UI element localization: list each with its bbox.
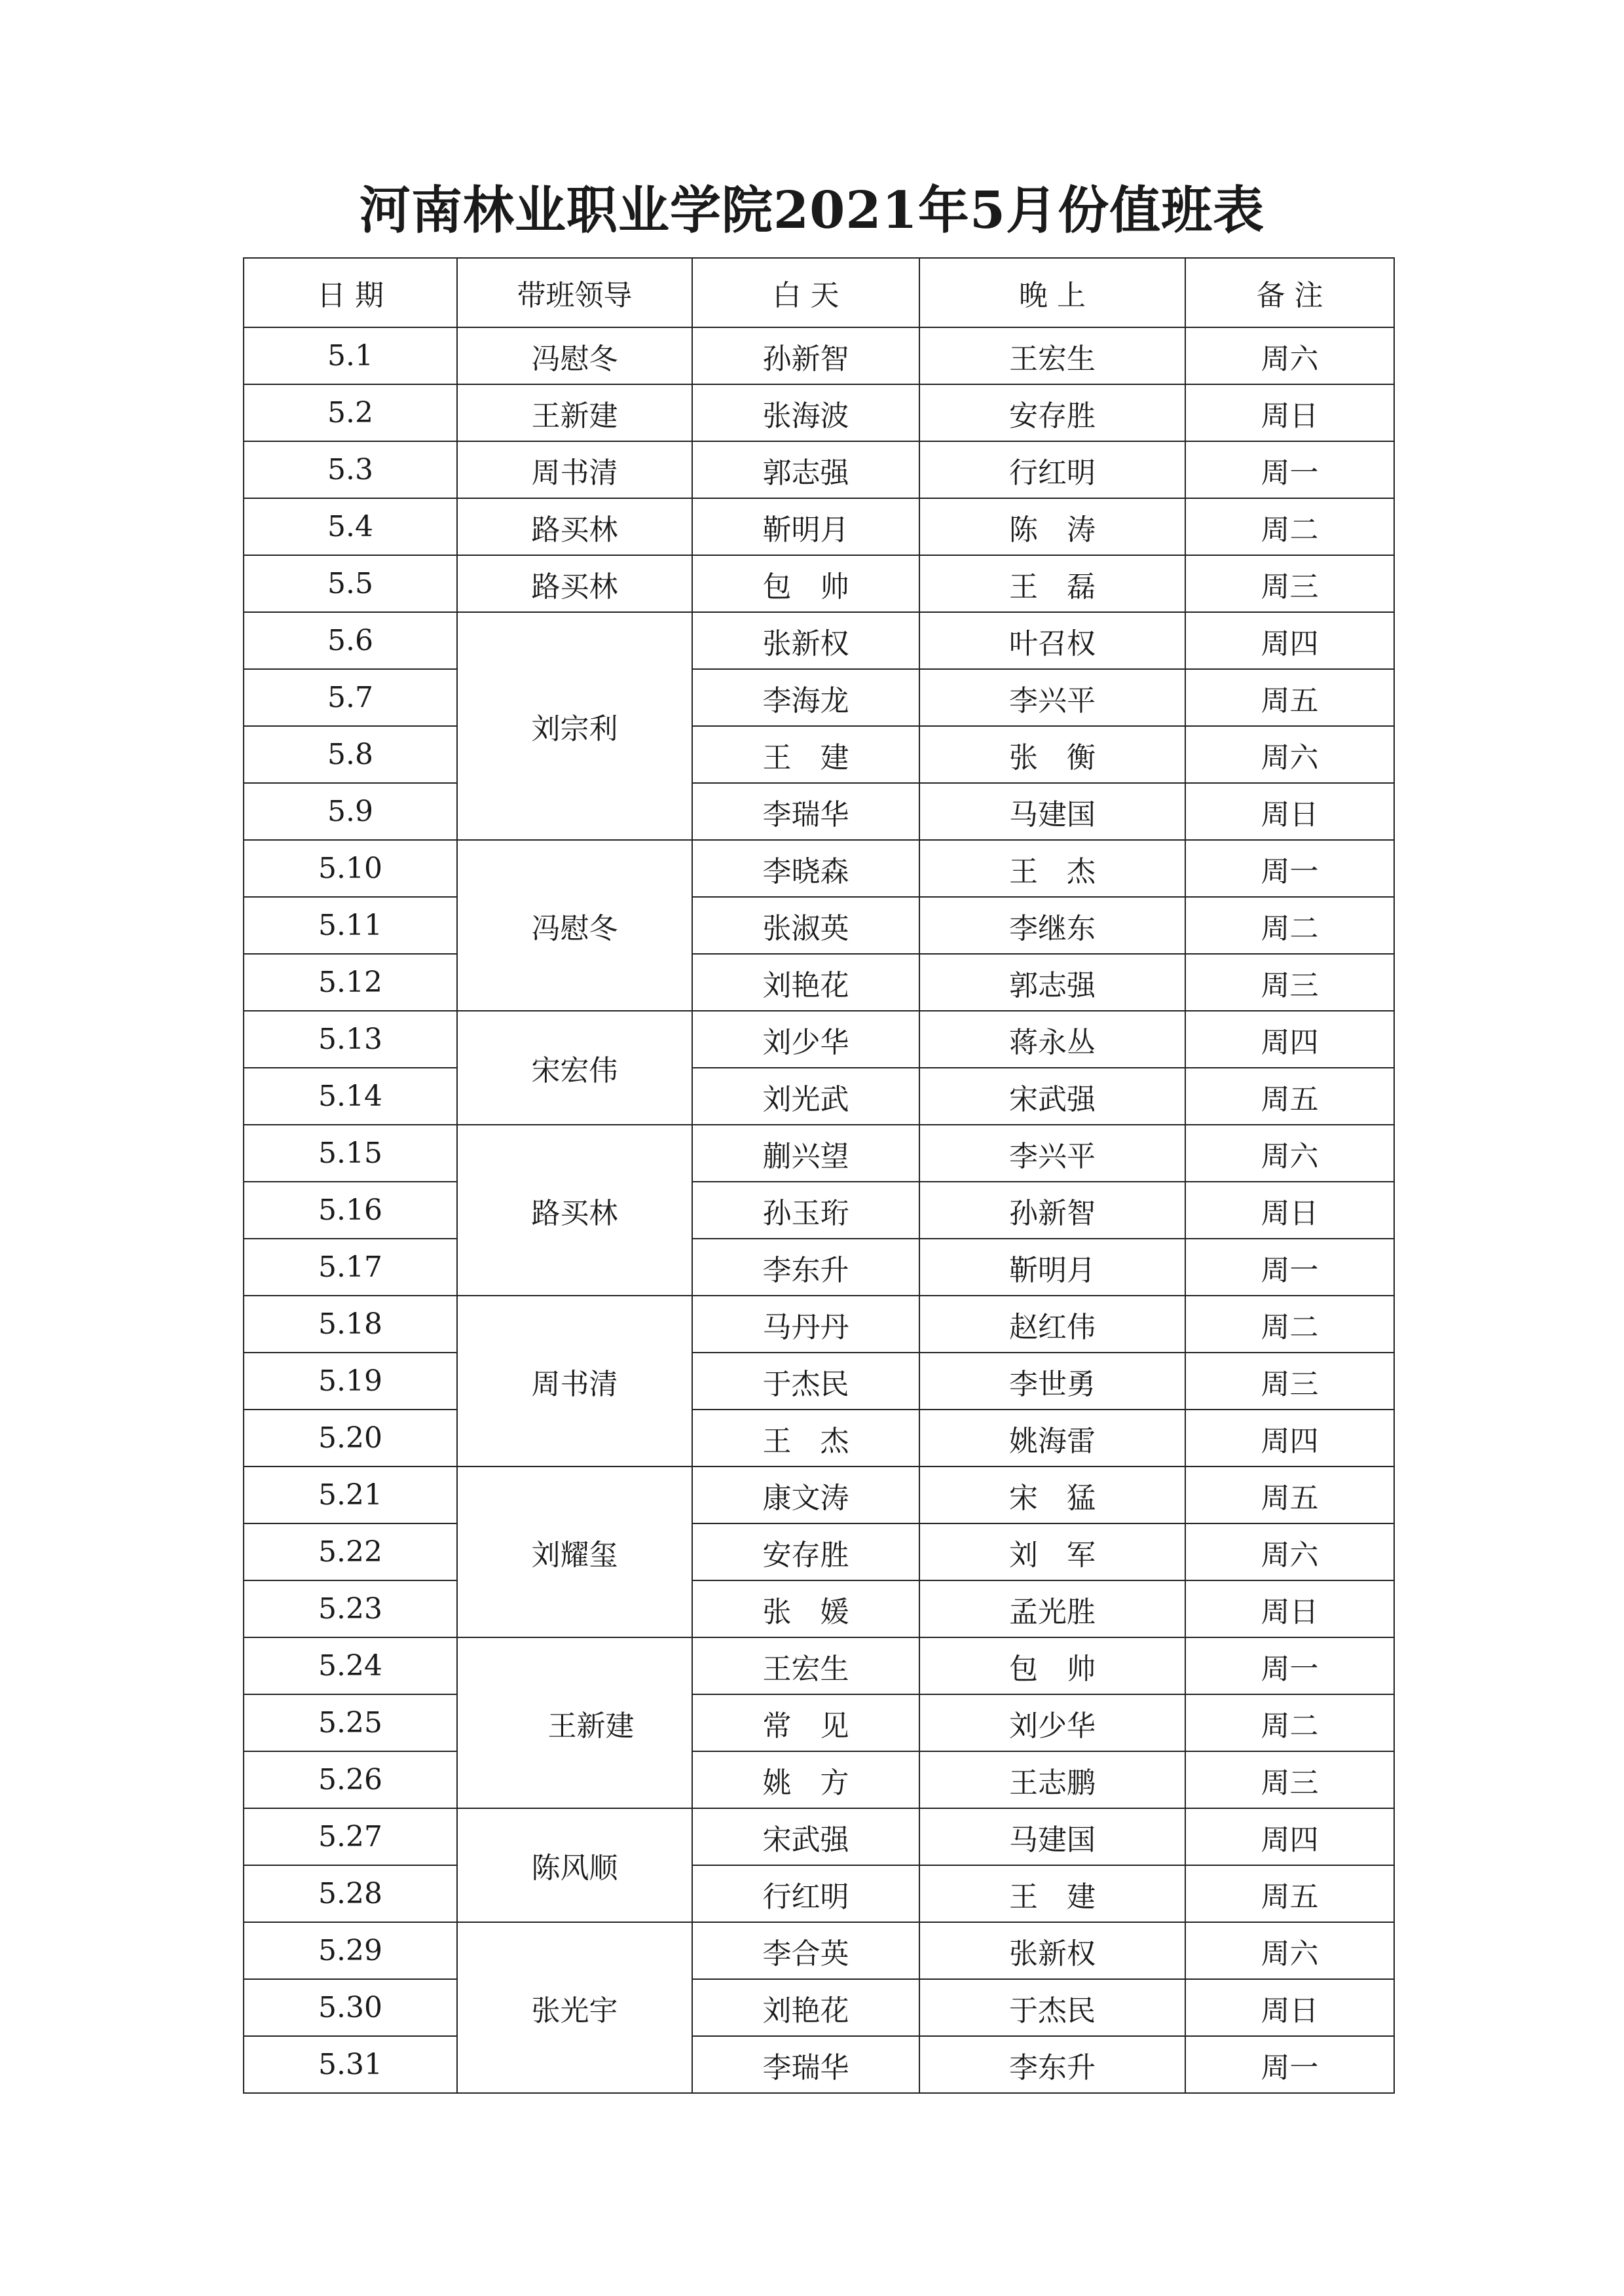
day-shift-cell: 李海龙 bbox=[692, 669, 919, 726]
note-cell: 周六 bbox=[1185, 1125, 1394, 1182]
note-cell: 周六 bbox=[1185, 1523, 1394, 1580]
date-cell: 5.2 bbox=[244, 384, 457, 441]
night-shift-cell: 包 帅 bbox=[919, 1637, 1185, 1694]
note-cell: 周六 bbox=[1185, 1922, 1394, 1979]
note-cell: 周日 bbox=[1185, 783, 1394, 840]
night-shift-cell: 宋武强 bbox=[919, 1068, 1185, 1125]
table-row bbox=[244, 1637, 1394, 1694]
day-shift-cell: 刘艳花 bbox=[692, 1979, 919, 2036]
note-cell: 周四 bbox=[1185, 1410, 1394, 1467]
leader-cell: 宋宏伟 bbox=[457, 1011, 692, 1125]
day-shift-cell: 刘光武 bbox=[692, 1068, 919, 1125]
table-row bbox=[244, 441, 1394, 498]
night-shift-cell: 宋 猛 bbox=[919, 1467, 1185, 1523]
night-shift-cell: 王 磊 bbox=[919, 555, 1185, 612]
day-shift-cell: 康文涛 bbox=[692, 1467, 919, 1523]
table-row bbox=[244, 1011, 1394, 1068]
leader-cell: 冯慰冬 bbox=[457, 327, 692, 384]
night-shift-cell: 蒋永丛 bbox=[919, 1011, 1185, 1068]
night-shift-cell: 李世勇 bbox=[919, 1353, 1185, 1410]
leader-cell: 周书清 bbox=[457, 1296, 692, 1467]
note-cell: 周二 bbox=[1185, 897, 1394, 954]
night-shift-cell: 赵红伟 bbox=[919, 1296, 1185, 1353]
day-shift-cell: 常 见 bbox=[692, 1694, 919, 1751]
note-cell: 周三 bbox=[1185, 1751, 1394, 1808]
date-cell: 5.5 bbox=[244, 555, 457, 612]
note-cell: 周四 bbox=[1185, 612, 1394, 669]
date-cell: 5.21 bbox=[244, 1467, 457, 1523]
date-cell: 5.27 bbox=[244, 1808, 457, 1865]
leader-cell: 路买林 bbox=[457, 1125, 692, 1296]
night-shift-cell: 李兴平 bbox=[919, 1125, 1185, 1182]
night-shift-cell: 孟光胜 bbox=[919, 1580, 1185, 1637]
table-row bbox=[244, 1410, 1394, 1467]
date-cell: 5.18 bbox=[244, 1296, 457, 1353]
night-shift-cell: 李东升 bbox=[919, 2036, 1185, 2093]
date-cell: 5.22 bbox=[244, 1523, 457, 1580]
table-row bbox=[244, 1296, 1394, 1353]
day-shift-cell: 刘少华 bbox=[692, 1011, 919, 1068]
night-shift-cell: 张新权 bbox=[919, 1922, 1185, 1979]
day-shift-cell: 李东升 bbox=[692, 1239, 919, 1296]
table-row bbox=[244, 1808, 1394, 1865]
note-cell: 周三 bbox=[1185, 1353, 1394, 1410]
day-shift-cell: 李瑞华 bbox=[692, 2036, 919, 2093]
table-row bbox=[244, 2036, 1394, 2093]
date-cell: 5.14 bbox=[244, 1068, 457, 1125]
table-row bbox=[244, 1523, 1394, 1580]
date-cell: 5.25 bbox=[244, 1694, 457, 1751]
note-cell: 周三 bbox=[1185, 555, 1394, 612]
note-cell: 周六 bbox=[1185, 327, 1394, 384]
table-row bbox=[244, 1922, 1394, 1979]
table-row bbox=[244, 897, 1394, 954]
day-shift-cell: 靳明月 bbox=[692, 498, 919, 555]
table-row bbox=[244, 1865, 1394, 1922]
date-cell: 5.28 bbox=[244, 1865, 457, 1922]
date-cell: 5.31 bbox=[244, 2036, 457, 2093]
header-leader: 带班领导 bbox=[457, 258, 692, 327]
leader-cell: 张光宇 bbox=[457, 1922, 692, 2093]
table-row bbox=[244, 726, 1394, 783]
schedule-body bbox=[244, 327, 1394, 2093]
date-cell: 5.15 bbox=[244, 1125, 457, 1182]
table-row bbox=[244, 1580, 1394, 1637]
table-row bbox=[244, 612, 1394, 669]
date-cell: 5.11 bbox=[244, 897, 457, 954]
note-cell: 周六 bbox=[1185, 726, 1394, 783]
date-cell: 5.10 bbox=[244, 840, 457, 897]
table-row bbox=[244, 783, 1394, 840]
day-shift-cell: 马丹丹 bbox=[692, 1296, 919, 1353]
date-cell: 5.24 bbox=[244, 1637, 457, 1694]
page-title: 河南林业职业学院2021年5月份值班表 bbox=[359, 181, 1265, 240]
night-shift-cell: 孙新智 bbox=[919, 1182, 1185, 1239]
note-cell: 周一 bbox=[1185, 441, 1394, 498]
note-cell: 周一 bbox=[1185, 1239, 1394, 1296]
day-shift-cell: 张新权 bbox=[692, 612, 919, 669]
night-shift-cell: 张 衡 bbox=[919, 726, 1185, 783]
day-shift-cell: 孙玉珩 bbox=[692, 1182, 919, 1239]
night-shift-cell: 郭志强 bbox=[919, 954, 1185, 1011]
table-row bbox=[244, 954, 1394, 1011]
leader-cell: 王新建 bbox=[457, 1637, 692, 1808]
note-cell: 周日 bbox=[1185, 1580, 1394, 1637]
night-shift-cell: 王 杰 bbox=[919, 840, 1185, 897]
day-shift-cell: 刘艳花 bbox=[692, 954, 919, 1011]
day-shift-cell: 安存胜 bbox=[692, 1523, 919, 1580]
date-cell: 5.26 bbox=[244, 1751, 457, 1808]
day-shift-cell: 王 建 bbox=[692, 726, 919, 783]
note-cell: 周四 bbox=[1185, 1808, 1394, 1865]
night-shift-cell: 姚海雷 bbox=[919, 1410, 1185, 1467]
note-cell: 周二 bbox=[1185, 1296, 1394, 1353]
header-date: 日 期 bbox=[244, 258, 457, 327]
table-row bbox=[244, 555, 1394, 612]
day-shift-cell: 张 媛 bbox=[692, 1580, 919, 1637]
day-shift-cell: 李合英 bbox=[692, 1922, 919, 1979]
night-shift-cell: 王宏生 bbox=[919, 327, 1185, 384]
table-row bbox=[244, 669, 1394, 726]
leader-cell: 路买林 bbox=[457, 555, 692, 612]
date-cell: 5.13 bbox=[244, 1011, 457, 1068]
table-row bbox=[244, 1239, 1394, 1296]
day-shift-cell: 李瑞华 bbox=[692, 783, 919, 840]
date-cell: 5.30 bbox=[244, 1979, 457, 2036]
table-row bbox=[244, 1068, 1394, 1125]
night-shift-cell: 王 建 bbox=[919, 1865, 1185, 1922]
leader-cell: 路买林 bbox=[457, 498, 692, 555]
date-cell: 5.9 bbox=[244, 783, 457, 840]
night-shift-cell: 马建国 bbox=[919, 783, 1185, 840]
table-header-row bbox=[244, 258, 1394, 327]
night-shift-cell: 李继东 bbox=[919, 897, 1185, 954]
night-shift-cell: 行红明 bbox=[919, 441, 1185, 498]
day-shift-cell: 王宏生 bbox=[692, 1637, 919, 1694]
note-cell: 周四 bbox=[1185, 1011, 1394, 1068]
note-cell: 周二 bbox=[1185, 1694, 1394, 1751]
table-row bbox=[244, 1467, 1394, 1523]
date-cell: 5.17 bbox=[244, 1239, 457, 1296]
note-cell: 周二 bbox=[1185, 498, 1394, 555]
date-cell: 5.8 bbox=[244, 726, 457, 783]
leader-cell: 冯慰冬 bbox=[457, 840, 692, 1011]
date-cell: 5.4 bbox=[244, 498, 457, 555]
note-cell: 周三 bbox=[1185, 954, 1394, 1011]
table-row bbox=[244, 1125, 1394, 1182]
date-cell: 5.20 bbox=[244, 1410, 457, 1467]
note-cell: 周一 bbox=[1185, 2036, 1394, 2093]
date-cell: 5.23 bbox=[244, 1580, 457, 1637]
header-night-shift: 晚 上 bbox=[919, 258, 1185, 327]
night-shift-cell: 陈 涛 bbox=[919, 498, 1185, 555]
leader-cell: 刘耀玺 bbox=[457, 1467, 692, 1637]
note-cell: 周五 bbox=[1185, 1068, 1394, 1125]
day-shift-cell: 行红明 bbox=[692, 1865, 919, 1922]
note-cell: 周一 bbox=[1185, 1637, 1394, 1694]
header-day-shift: 白 天 bbox=[692, 258, 919, 327]
night-shift-cell: 靳明月 bbox=[919, 1239, 1185, 1296]
day-shift-cell: 王 杰 bbox=[692, 1410, 919, 1467]
day-shift-cell: 李晓森 bbox=[692, 840, 919, 897]
duty-schedule-table bbox=[243, 257, 1395, 2094]
note-cell: 周日 bbox=[1185, 1979, 1394, 2036]
day-shift-cell: 于杰民 bbox=[692, 1353, 919, 1410]
day-shift-cell: 张淑英 bbox=[692, 897, 919, 954]
table-row bbox=[244, 498, 1394, 555]
night-shift-cell: 刘 军 bbox=[919, 1523, 1185, 1580]
date-cell: 5.3 bbox=[244, 441, 457, 498]
night-shift-cell: 王志鹏 bbox=[919, 1751, 1185, 1808]
date-cell: 5.16 bbox=[244, 1182, 457, 1239]
day-shift-cell: 张海波 bbox=[692, 384, 919, 441]
note-cell: 周五 bbox=[1185, 669, 1394, 726]
note-cell: 周五 bbox=[1185, 1467, 1394, 1523]
night-shift-cell: 李兴平 bbox=[919, 669, 1185, 726]
date-cell: 5.29 bbox=[244, 1922, 457, 1979]
date-cell: 5.6 bbox=[244, 612, 457, 669]
leader-cell: 周书清 bbox=[457, 441, 692, 498]
table-row bbox=[244, 840, 1394, 897]
table-row bbox=[244, 1353, 1394, 1410]
leader-cell: 陈风顺 bbox=[457, 1808, 692, 1922]
table-row bbox=[244, 1182, 1394, 1239]
day-shift-cell: 宋武强 bbox=[692, 1808, 919, 1865]
day-shift-cell: 孙新智 bbox=[692, 327, 919, 384]
night-shift-cell: 叶召权 bbox=[919, 612, 1185, 669]
night-shift-cell: 安存胜 bbox=[919, 384, 1185, 441]
night-shift-cell: 刘少华 bbox=[919, 1694, 1185, 1751]
table-row bbox=[244, 1751, 1394, 1808]
leader-cell: 王新建 bbox=[457, 384, 692, 441]
day-shift-cell: 蒯兴望 bbox=[692, 1125, 919, 1182]
header-note: 备 注 bbox=[1185, 258, 1394, 327]
leader-cell: 刘宗利 bbox=[457, 612, 692, 840]
day-shift-cell: 包 帅 bbox=[692, 555, 919, 612]
table-row bbox=[244, 1979, 1394, 2036]
night-shift-cell: 于杰民 bbox=[919, 1979, 1185, 2036]
note-cell: 周一 bbox=[1185, 840, 1394, 897]
note-cell: 周五 bbox=[1185, 1865, 1394, 1922]
table-row bbox=[244, 327, 1394, 384]
night-shift-cell: 马建国 bbox=[919, 1808, 1185, 1865]
date-cell: 5.19 bbox=[244, 1353, 457, 1410]
date-cell: 5.1 bbox=[244, 327, 457, 384]
date-cell: 5.7 bbox=[244, 669, 457, 726]
table-row bbox=[244, 384, 1394, 441]
date-cell: 5.12 bbox=[244, 954, 457, 1011]
table-row bbox=[244, 1694, 1394, 1751]
note-cell: 周日 bbox=[1185, 384, 1394, 441]
day-shift-cell: 姚 方 bbox=[692, 1751, 919, 1808]
day-shift-cell: 郭志强 bbox=[692, 441, 919, 498]
note-cell: 周日 bbox=[1185, 1182, 1394, 1239]
